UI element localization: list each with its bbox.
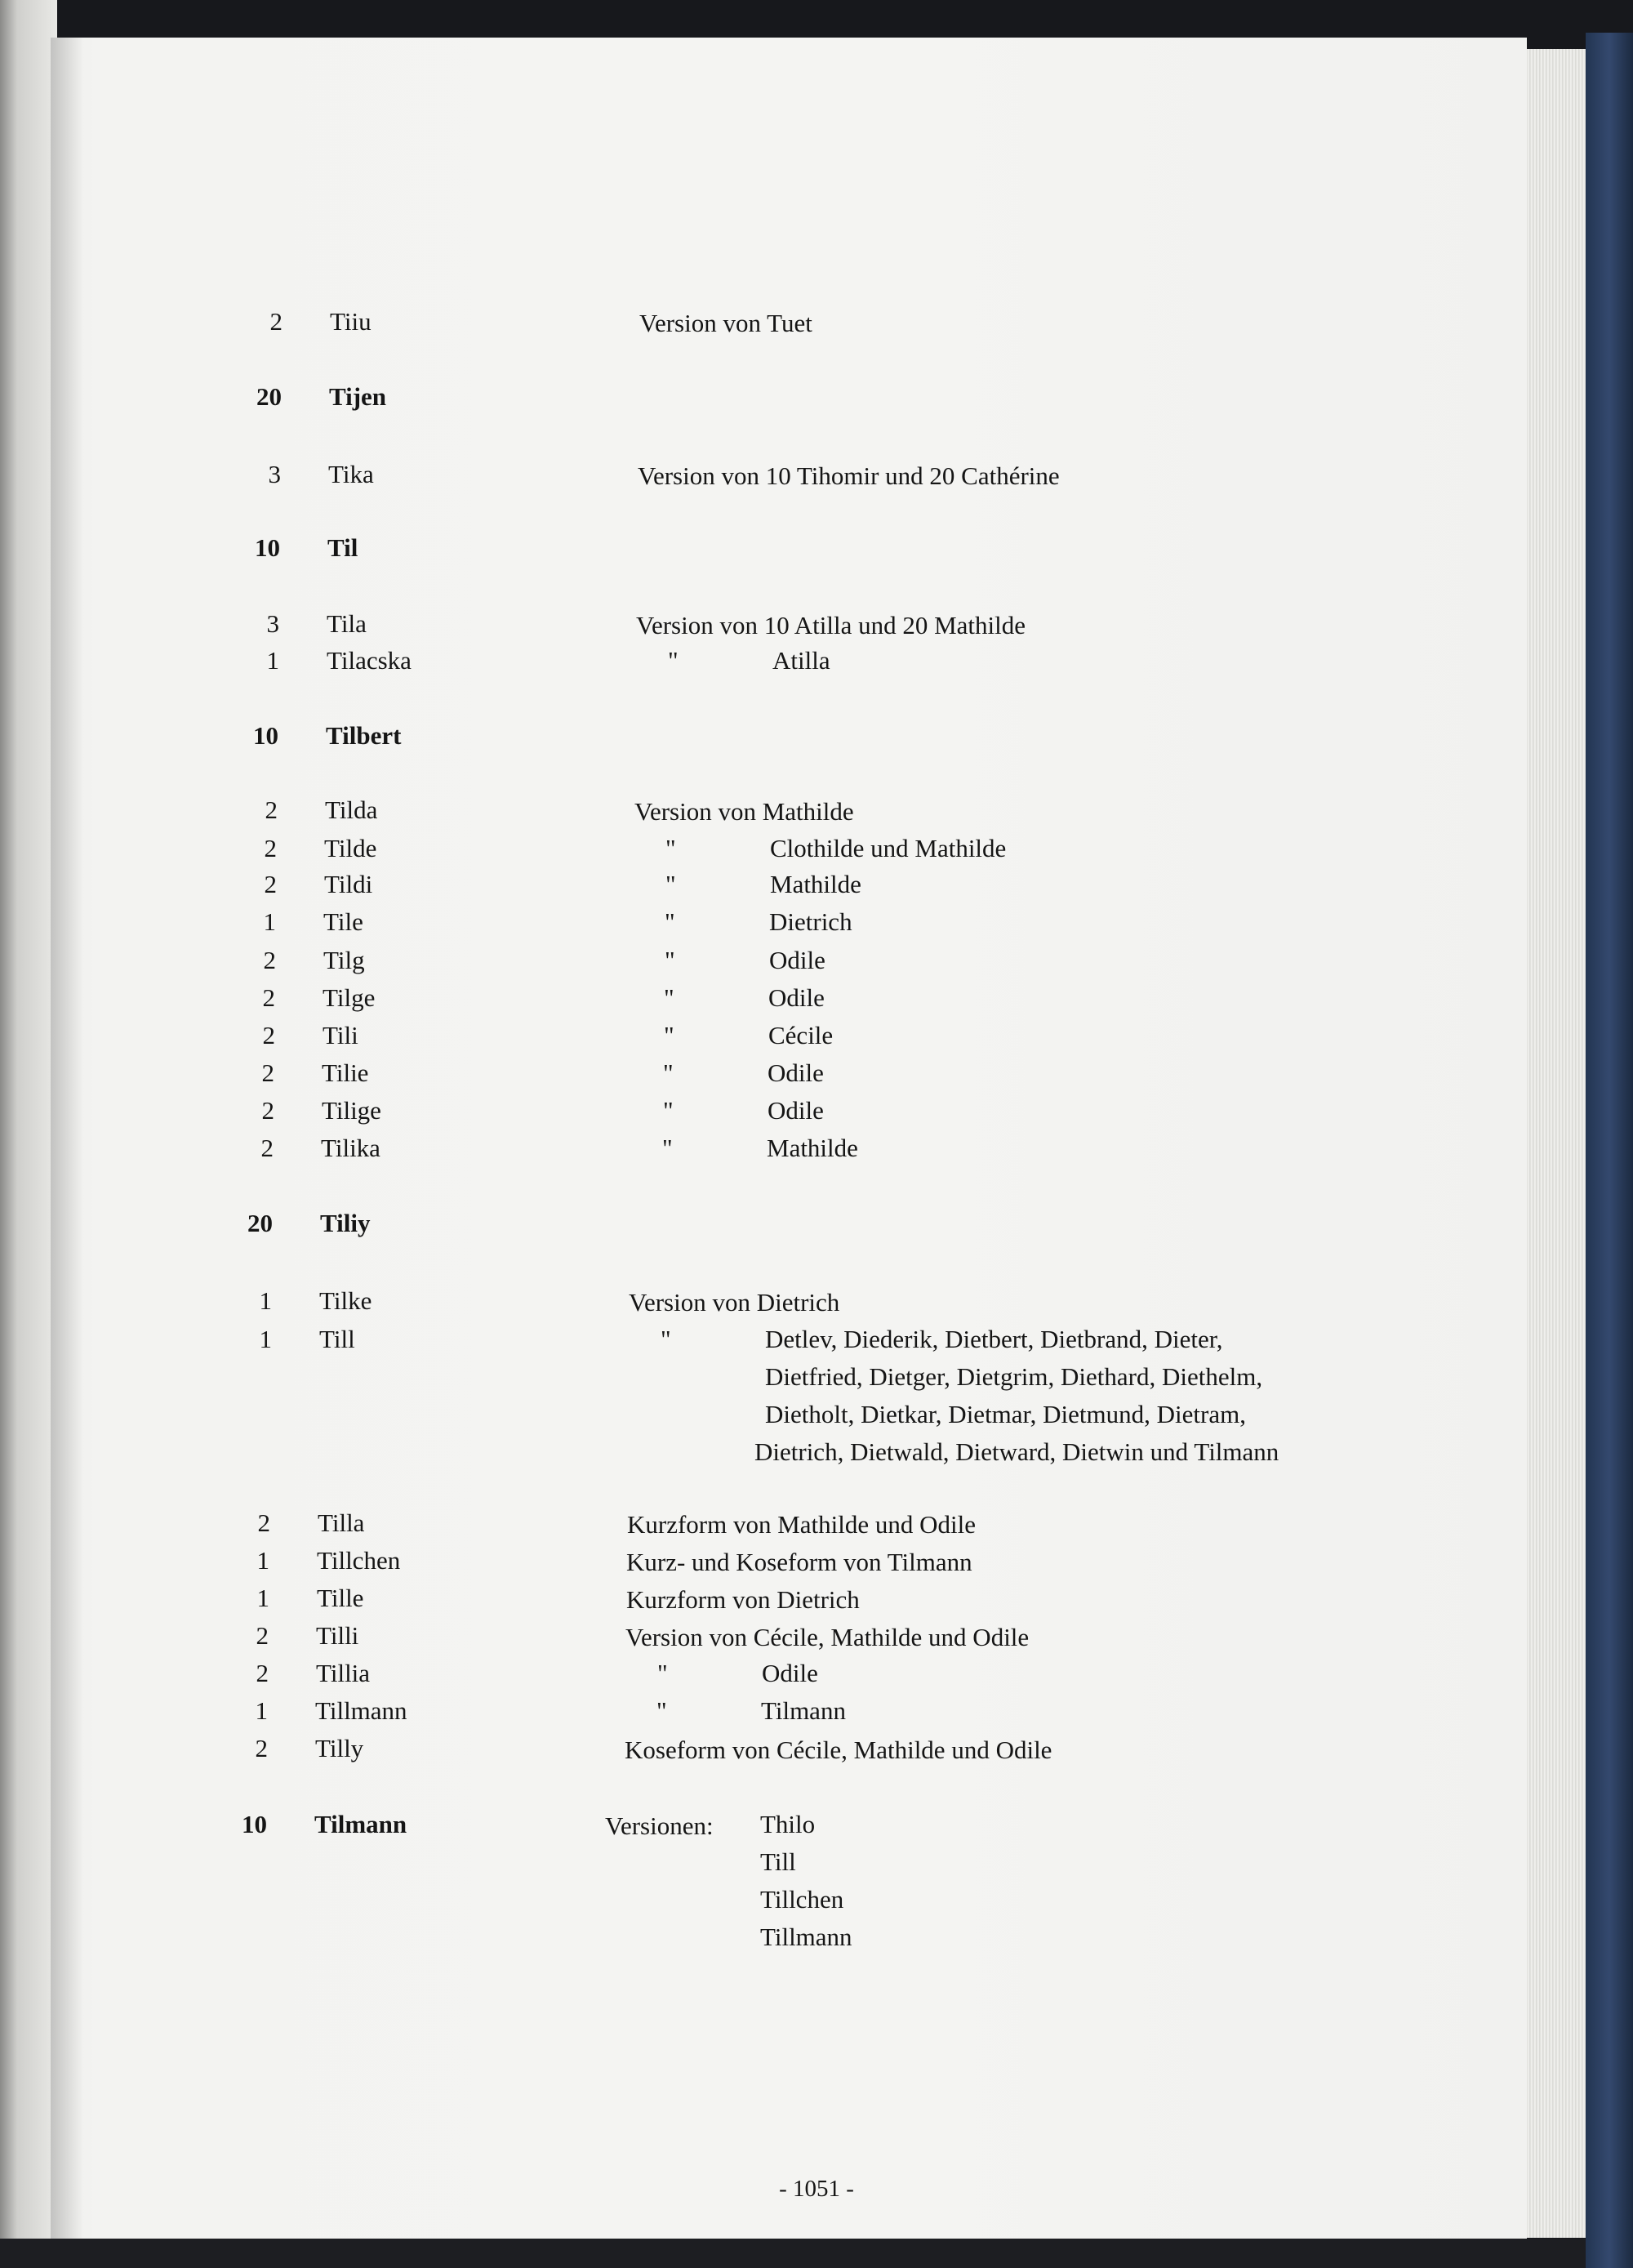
entry-name: Tilke	[319, 1286, 372, 1315]
entry-name: Tila	[327, 609, 367, 638]
ditto-mark: "	[665, 907, 675, 936]
entry-count: 1	[259, 1286, 272, 1315]
entry-description: Version von Tuet	[639, 309, 812, 337]
ditto-mark: "	[664, 983, 674, 1012]
entry-count: 1	[259, 1325, 272, 1353]
entry-count: 2	[260, 1134, 274, 1162]
entry-count: 1	[256, 1584, 269, 1612]
entry-count: 2	[264, 870, 277, 898]
entry-count: 10	[253, 721, 278, 750]
entry-count: 3	[268, 460, 281, 488]
entry-description: Version von Dietrich	[629, 1288, 840, 1317]
entry-count: 2	[257, 1508, 270, 1537]
entry-count: 2	[255, 1734, 268, 1762]
entry-name: Tilli	[316, 1621, 359, 1650]
entry-count: 1	[263, 907, 276, 936]
entry-count: 2	[262, 983, 275, 1012]
entry-description: Mathilde	[770, 870, 861, 898]
entry-name: Tilly	[315, 1734, 364, 1762]
entry-name: Tilacska	[327, 646, 412, 675]
entry-description: Kurz- und Koseform von Tilmann	[626, 1548, 972, 1576]
entry-name: Tildi	[324, 870, 373, 898]
page-number: - 1051 -	[779, 2176, 854, 2202]
entry-count: 2	[263, 946, 276, 974]
entry-count: 2	[262, 1021, 275, 1049]
entry-description: Version von 10 Tihomir und 20 Cathérine	[638, 461, 1060, 490]
entry-description: Odile	[768, 1096, 824, 1125]
entry-description: Tilmann	[761, 1696, 846, 1725]
entry-name: Tile	[323, 907, 363, 936]
entry-description: Odile	[769, 946, 825, 974]
ditto-mark: "	[663, 1096, 674, 1125]
entry-name: Tille	[317, 1584, 364, 1612]
entry-count: 1	[256, 1546, 269, 1575]
entry-description: Dietfried, Dietger, Dietgrim, Diethard, Diethelm,	[765, 1362, 1263, 1391]
entry-name: Tilda	[325, 795, 378, 824]
entry-description: Mathilde	[767, 1134, 858, 1162]
entry-count: 1	[266, 646, 279, 675]
entry-description: Version von Cécile, Mathilde und Odile	[625, 1623, 1030, 1651]
entry-name: Tilg	[323, 946, 365, 974]
entry-description: Clothilde und Mathilde	[770, 834, 1007, 862]
entry-count: 2	[269, 307, 283, 336]
entry-name: Tillmann	[315, 1696, 407, 1725]
entry-name: Tilge	[323, 983, 376, 1012]
entry-name: Tilie	[322, 1058, 369, 1087]
entry-count: 1	[255, 1696, 268, 1725]
entry-description: Dietholt, Dietkar, Dietmar, Dietmund, Dietram,	[765, 1400, 1246, 1428]
entry-description: Detlev, Diederik, Dietbert, Dietbrand, Dieter,	[765, 1325, 1223, 1353]
ditto-mark: "	[661, 1325, 671, 1353]
entry-description: Till	[760, 1847, 796, 1876]
entry-name: Tilige	[322, 1096, 381, 1125]
entry-label: Versionen:	[605, 1811, 714, 1840]
ditto-mark: "	[665, 834, 676, 862]
ditto-mark: "	[664, 1021, 674, 1049]
entry-count: 10	[255, 533, 280, 562]
entry-name: Til	[327, 533, 358, 562]
entry-count: 2	[261, 1096, 274, 1125]
entry-name: Tilika	[321, 1134, 380, 1162]
entry-count: 2	[256, 1659, 269, 1687]
entry-description: Odile	[762, 1659, 818, 1687]
entry-count: 10	[242, 1810, 267, 1838]
entry-description: Cécile	[768, 1021, 834, 1049]
entry-description: Atilla	[772, 646, 830, 675]
ditto-mark: "	[668, 646, 679, 675]
entry-count: 20	[247, 1209, 273, 1237]
entry-name: Tiiu	[330, 307, 372, 336]
ditto-mark: "	[656, 1696, 667, 1725]
entry-name: Tillchen	[317, 1546, 401, 1575]
entry-description: Odile	[768, 983, 825, 1012]
entry-count: 2	[261, 1058, 274, 1087]
entry-name: Tillia	[316, 1659, 371, 1687]
entry-count: 20	[256, 382, 282, 411]
entry-name: Tijen	[329, 382, 387, 411]
entry-description: Version von Mathilde	[634, 797, 854, 826]
ditto-mark: "	[665, 870, 676, 898]
entry-description: Kurzform von Dietrich	[626, 1585, 860, 1614]
entry-count: 2	[265, 795, 278, 824]
entry-description: Koseform von Cécile, Mathilde und Odile	[625, 1736, 1052, 1764]
entry-name: Tiliy	[320, 1209, 371, 1237]
entry-name: Till	[319, 1325, 355, 1353]
entry-count: 2	[264, 834, 277, 862]
ditto-mark: "	[665, 946, 675, 974]
entry-description: Odile	[768, 1058, 824, 1087]
entry-description: Dietrich, Dietwald, Dietward, Dietwin und Tilmann	[754, 1437, 1279, 1466]
entry-name: Tika	[328, 460, 374, 488]
entry-description: Thilo	[760, 1810, 816, 1838]
entry-name: Tilbert	[326, 721, 402, 750]
entry-count: 2	[256, 1621, 269, 1650]
entry-count: 3	[266, 609, 279, 638]
entry-name: Tili	[323, 1021, 358, 1049]
entry-name: Tilmann	[314, 1810, 407, 1838]
entry-description: Version von 10 Atilla und 20 Mathilde	[636, 611, 1026, 639]
ditto-mark: "	[657, 1659, 668, 1687]
ditto-mark: "	[662, 1134, 673, 1162]
entry-name: Tilla	[318, 1508, 365, 1537]
entry-description: Dietrich	[769, 907, 852, 936]
entry-name: Tilde	[324, 834, 377, 862]
entry-description: Tillmann	[760, 1923, 852, 1951]
entry-description: Tillchen	[760, 1885, 844, 1914]
ditto-mark: "	[663, 1058, 674, 1087]
entry-description: Kurzform von Mathilde und Odile	[627, 1510, 977, 1539]
